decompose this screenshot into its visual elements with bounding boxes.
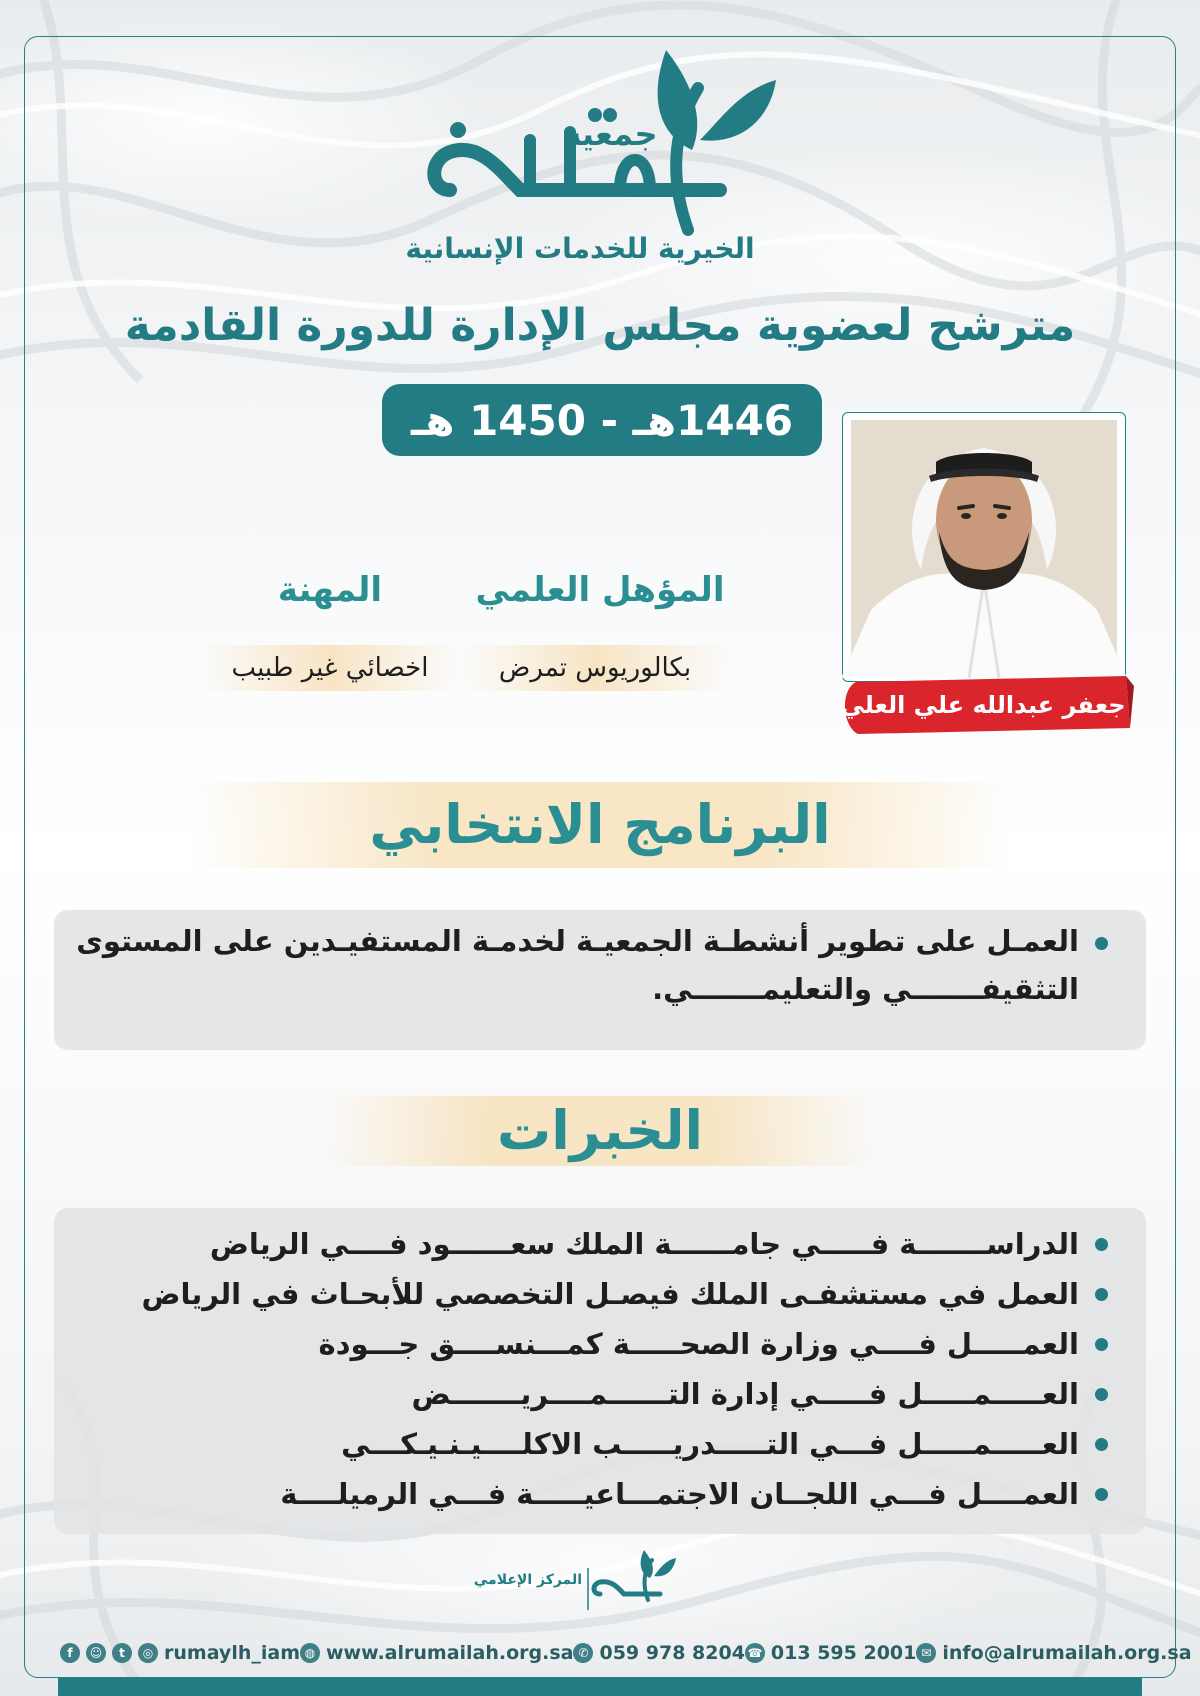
logo-word-top: جمعية bbox=[562, 115, 658, 153]
instagram-icon[interactable]: ◎ bbox=[138, 1643, 158, 1663]
program-line-1: العمـل على تطوير أنشطـة الجمعيـة لخدمـة المستفيـدين على المستوى bbox=[76, 924, 1108, 958]
facebook-icon[interactable]: f bbox=[60, 1643, 80, 1663]
logo-subtitle: الخيرية للخدمات الإنسانية bbox=[405, 232, 755, 265]
phone-number[interactable]: ☎ 013 595 2001 bbox=[745, 1642, 916, 1664]
contact-bar bbox=[60, 1638, 1192, 1668]
program-title: البرنامج الانتخابي bbox=[190, 782, 1010, 868]
candidate-name: جعفر عبدالله علي العلي bbox=[840, 691, 1126, 719]
profession-label: المهنة bbox=[277, 570, 383, 610]
qualification-label: المؤهل العلمي bbox=[475, 570, 725, 610]
snapchat-icon[interactable]: ☺ bbox=[86, 1643, 106, 1663]
twitter-icon[interactable]: t bbox=[112, 1643, 132, 1663]
email-link[interactable]: ✉ info@alrumailah.org.sa bbox=[916, 1642, 1191, 1664]
list-item: العمـــــل فــــي وزارة الصحـــــة كمـــنســــق جـــودة bbox=[54, 1320, 1146, 1368]
bullet-icon bbox=[1095, 937, 1108, 950]
bullet-icon bbox=[1095, 1338, 1108, 1351]
list-item: العـــــمـــــل فـــي التـــــدريـــــب الاكلــــيـنـيـكـــي bbox=[54, 1420, 1146, 1468]
candidate-photo bbox=[851, 420, 1117, 678]
list-item: العمل في مستشفـى الملك فيصـل التخصصي للأبحـاث في الرياض bbox=[54, 1270, 1146, 1318]
program-line-2: التثقيفـــــــي والتعليمـــــــي. bbox=[652, 972, 1079, 1006]
program-box bbox=[54, 910, 1146, 1050]
bottom-bar bbox=[58, 1678, 1142, 1696]
website-link[interactable]: ◍ www.alrumailah.org.sa bbox=[300, 1642, 573, 1664]
term-period-badge: 1446هـ - 1450 هـ bbox=[382, 384, 822, 456]
profession-value: اخصائي غير طبيب bbox=[200, 645, 460, 691]
globe-icon: ◍ bbox=[300, 1643, 320, 1663]
list-item: الدراســـــــة فـــــي جامــــــة الملك سعــــــود فــــي الرياض bbox=[54, 1220, 1146, 1268]
media-center-label: المركز الإعلامي bbox=[473, 1572, 582, 1588]
footer-logo bbox=[473, 1548, 680, 1618]
experience-box bbox=[54, 1208, 1146, 1534]
bullet-icon bbox=[1095, 1438, 1108, 1451]
list-item: العـــــمـــــل فـــــي إدارة التــــــمــــريـــــــض bbox=[54, 1370, 1146, 1418]
bullet-icon bbox=[1095, 1288, 1108, 1301]
mobile-number[interactable]: ✆ 059 978 8204 bbox=[573, 1642, 744, 1664]
qualification-value: بكالوريوس تمرض bbox=[460, 645, 730, 691]
bullet-icon bbox=[1095, 1488, 1108, 1501]
bullet-icon bbox=[1095, 1388, 1108, 1401]
page-headline: مترشح لعضوية مجلس الإدارة للدورة القادمة bbox=[124, 300, 1076, 351]
whatsapp-icon: ✆ bbox=[573, 1643, 593, 1663]
social-links bbox=[60, 1642, 300, 1664]
email-icon: ✉ bbox=[916, 1643, 936, 1663]
phone-icon: ☎ bbox=[745, 1643, 765, 1663]
list-item: العمــــل فـــي اللجــان الاجتمـــاعيـــــة فـــي الرميلــــة bbox=[54, 1470, 1146, 1518]
social-handle[interactable]: rumaylh_iam bbox=[164, 1642, 300, 1664]
bullet-icon bbox=[1095, 1238, 1108, 1251]
experience-title: الخبرات bbox=[320, 1096, 880, 1166]
